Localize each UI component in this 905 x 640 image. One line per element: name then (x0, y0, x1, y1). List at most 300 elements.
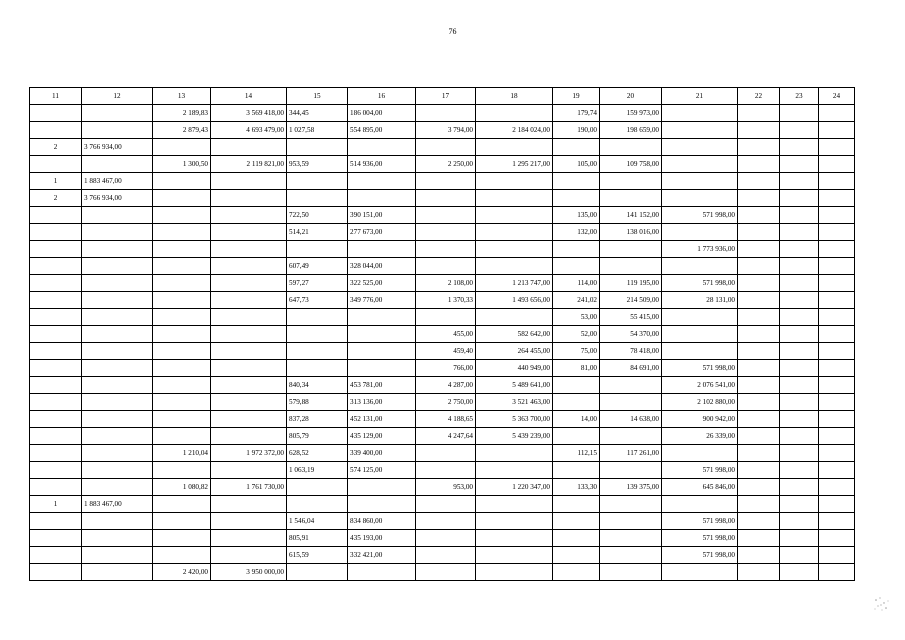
table-cell (30, 258, 82, 275)
scan-speckle-mark (872, 594, 892, 614)
table-cell: 328 044,00 (348, 258, 416, 275)
table-cell (780, 326, 819, 343)
table-cell (348, 496, 416, 513)
table-cell (819, 462, 855, 479)
table-cell (780, 360, 819, 377)
table-cell: 109 758,00 (600, 156, 662, 173)
table-cell: 1 213 747,00 (476, 275, 553, 292)
table-cell (600, 530, 662, 547)
table-cell (211, 275, 287, 292)
table-cell (738, 275, 780, 292)
table-cell (738, 207, 780, 224)
table-cell (82, 207, 153, 224)
table-header-row (30, 88, 855, 105)
table-cell: 3 766 934,00 (82, 190, 153, 207)
table-cell (662, 156, 738, 173)
table-cell (780, 224, 819, 241)
table-cell (662, 105, 738, 122)
table-cell: 14,00 (553, 411, 600, 428)
table-cell (211, 241, 287, 258)
table-cell (211, 411, 287, 428)
table-cell: 1 027,58 (287, 122, 348, 139)
table-cell (211, 547, 287, 564)
table-cell: 953,59 (287, 156, 348, 173)
table-cell: 4 188,65 (416, 411, 476, 428)
table-cell (600, 377, 662, 394)
table-cell (662, 122, 738, 139)
table-cell (30, 445, 82, 462)
table-row (30, 377, 855, 394)
table-cell (819, 513, 855, 530)
table-cell (153, 326, 211, 343)
table-cell: 766,00 (416, 360, 476, 377)
table-cell (211, 462, 287, 479)
table-cell: 112,15 (553, 445, 600, 462)
table-cell (819, 275, 855, 292)
table-cell (476, 496, 553, 513)
table-cell: 453 781,00 (348, 377, 416, 394)
table-cell: 277 673,00 (348, 224, 416, 241)
table-cell (819, 241, 855, 258)
table-cell (416, 139, 476, 156)
table-cell (153, 462, 211, 479)
table-cell: 1 370,33 (416, 292, 476, 309)
table-cell (819, 377, 855, 394)
table-cell (287, 309, 348, 326)
table-cell: 571 998,00 (662, 275, 738, 292)
table-cell: 214 509,00 (600, 292, 662, 309)
page-number: 76 (448, 27, 457, 36)
table-cell (82, 445, 153, 462)
table-cell (348, 190, 416, 207)
table-cell (819, 360, 855, 377)
table-cell (416, 224, 476, 241)
table-cell: 571 998,00 (662, 530, 738, 547)
table-cell (662, 564, 738, 581)
table-row (30, 309, 855, 326)
table-cell (153, 224, 211, 241)
table-cell (82, 343, 153, 360)
table-cell (30, 343, 82, 360)
table-cell (211, 326, 287, 343)
table-cell (738, 462, 780, 479)
table-cell (82, 377, 153, 394)
table-cell (211, 224, 287, 241)
column-header: 13 (153, 88, 211, 105)
table-cell (287, 190, 348, 207)
table-cell: 805,91 (287, 530, 348, 547)
table-cell (738, 326, 780, 343)
table-cell (82, 122, 153, 139)
table-cell: 114,00 (553, 275, 600, 292)
table-cell (819, 411, 855, 428)
table-cell (416, 496, 476, 513)
table-cell: 628,52 (287, 445, 348, 462)
table-cell: 1 972 372,00 (211, 445, 287, 462)
table-cell: 78 418,00 (600, 343, 662, 360)
column-header: 22 (738, 88, 780, 105)
table-cell (780, 292, 819, 309)
table-cell: 26 339,00 (662, 428, 738, 445)
column-header: 18 (476, 88, 553, 105)
table-cell (780, 241, 819, 258)
table-cell (662, 190, 738, 207)
table-cell (553, 513, 600, 530)
table-cell (819, 445, 855, 462)
table-cell (82, 547, 153, 564)
table-cell (82, 224, 153, 241)
table-cell (600, 513, 662, 530)
table-cell (662, 343, 738, 360)
table-cell: 571 998,00 (662, 513, 738, 530)
table-cell (780, 207, 819, 224)
table-cell (738, 343, 780, 360)
table-cell (82, 564, 153, 581)
table-cell (153, 394, 211, 411)
table-cell (780, 309, 819, 326)
table-cell (82, 105, 153, 122)
table-cell: 344,45 (287, 105, 348, 122)
table-cell (662, 258, 738, 275)
table-cell (30, 394, 82, 411)
table-cell (780, 411, 819, 428)
table-cell (662, 224, 738, 241)
table-cell (780, 258, 819, 275)
table-cell (780, 445, 819, 462)
table-cell (30, 292, 82, 309)
table-cell: 241,02 (553, 292, 600, 309)
table-cell (780, 105, 819, 122)
table-cell: 440 949,00 (476, 360, 553, 377)
table-cell (819, 156, 855, 173)
table-cell: 3 950 000,00 (211, 564, 287, 581)
table-cell (153, 258, 211, 275)
table-cell (30, 105, 82, 122)
table-cell (553, 496, 600, 513)
table-cell (662, 173, 738, 190)
table-cell (600, 139, 662, 156)
table-cell: 105,00 (553, 156, 600, 173)
table-cell (738, 360, 780, 377)
table-cell: 1 (30, 496, 82, 513)
table-cell (30, 207, 82, 224)
table-row (30, 190, 855, 207)
table-cell: 81,00 (553, 360, 600, 377)
table-cell (416, 547, 476, 564)
table-cell (416, 564, 476, 581)
table-cell (30, 411, 82, 428)
table-cell (600, 496, 662, 513)
table-cell: 615,59 (287, 547, 348, 564)
table-cell: 2 076 541,00 (662, 377, 738, 394)
table-cell (780, 513, 819, 530)
table-cell (287, 343, 348, 360)
table-cell (416, 207, 476, 224)
table-row (30, 156, 855, 173)
table-cell: 117 261,00 (600, 445, 662, 462)
table-cell (211, 530, 287, 547)
table-cell (287, 139, 348, 156)
table-cell (553, 241, 600, 258)
table-cell (819, 190, 855, 207)
table-cell (153, 530, 211, 547)
table-cell: 75,00 (553, 343, 600, 360)
table-cell (287, 326, 348, 343)
table-cell: 647,73 (287, 292, 348, 309)
table-cell: 452 131,00 (348, 411, 416, 428)
table-cell (780, 462, 819, 479)
table-cell (287, 479, 348, 496)
table-cell: 139 375,00 (600, 479, 662, 496)
table-cell (416, 190, 476, 207)
table-row (30, 292, 855, 309)
table-cell (211, 258, 287, 275)
table-cell: 138 016,00 (600, 224, 662, 241)
table-cell: 1 063,19 (287, 462, 348, 479)
table-cell (780, 564, 819, 581)
table-cell (30, 547, 82, 564)
table-cell (153, 207, 211, 224)
table-cell: 1 493 656,00 (476, 292, 553, 309)
table-cell (153, 173, 211, 190)
table-cell (416, 258, 476, 275)
table-cell: 84 691,00 (600, 360, 662, 377)
table-cell (211, 343, 287, 360)
table-cell (416, 445, 476, 462)
table-cell (82, 394, 153, 411)
table-cell: 1 546,04 (287, 513, 348, 530)
table-row (30, 326, 855, 343)
table-cell (153, 241, 211, 258)
table-cell (738, 547, 780, 564)
table-cell (348, 241, 416, 258)
table-row (30, 173, 855, 190)
table-cell (476, 462, 553, 479)
table-cell (153, 428, 211, 445)
table-cell (476, 445, 553, 462)
table-cell (600, 428, 662, 445)
table-cell: 834 860,00 (348, 513, 416, 530)
table-cell (476, 309, 553, 326)
table-cell (476, 513, 553, 530)
table-cell (553, 190, 600, 207)
table-cell: 14 638,00 (600, 411, 662, 428)
table-cell: 55 415,00 (600, 309, 662, 326)
table-row (30, 207, 855, 224)
table-cell: 339 400,00 (348, 445, 416, 462)
table-cell (30, 326, 82, 343)
column-header: 15 (287, 88, 348, 105)
table-cell (780, 394, 819, 411)
table-cell: 2 879,43 (153, 122, 211, 139)
table-cell (82, 428, 153, 445)
table-cell (780, 530, 819, 547)
table-row (30, 105, 855, 122)
table-cell: 186 004,00 (348, 105, 416, 122)
table-cell (780, 275, 819, 292)
table-cell: 322 525,00 (348, 275, 416, 292)
table-cell (153, 139, 211, 156)
table-cell (416, 530, 476, 547)
table-cell (30, 122, 82, 139)
table-cell (819, 326, 855, 343)
table-cell: 159 973,00 (600, 105, 662, 122)
table-cell (819, 258, 855, 275)
table-cell: 198 659,00 (600, 122, 662, 139)
table-cell: 1 883 467,00 (82, 496, 153, 513)
table-cell: 3 521 463,00 (476, 394, 553, 411)
table-cell (211, 173, 287, 190)
table-cell (819, 394, 855, 411)
table-cell (348, 326, 416, 343)
table-cell: 900 942,00 (662, 411, 738, 428)
table-cell (780, 343, 819, 360)
table-cell (738, 530, 780, 547)
column-header: 19 (553, 88, 600, 105)
table-cell: 53,00 (553, 309, 600, 326)
table-cell (553, 394, 600, 411)
table-cell (82, 326, 153, 343)
table-cell (738, 377, 780, 394)
table-cell: 2 420,00 (153, 564, 211, 581)
table-cell (211, 309, 287, 326)
table-cell: 1 300,50 (153, 156, 211, 173)
table-cell: 3 794,00 (416, 122, 476, 139)
table-cell (738, 496, 780, 513)
table-cell (30, 377, 82, 394)
table-cell (738, 445, 780, 462)
table-cell (153, 292, 211, 309)
table-cell (30, 479, 82, 496)
table-cell (819, 139, 855, 156)
table-cell (82, 156, 153, 173)
table-cell (738, 394, 780, 411)
table-cell (819, 564, 855, 581)
table-cell (348, 343, 416, 360)
table-cell: 1 220 347,00 (476, 479, 553, 496)
column-header: 11 (30, 88, 82, 105)
table-cell (476, 207, 553, 224)
table-cell (662, 326, 738, 343)
table-row (30, 394, 855, 411)
table-cell (600, 394, 662, 411)
table-cell: 571 998,00 (662, 462, 738, 479)
table-cell (600, 190, 662, 207)
table-cell (600, 258, 662, 275)
table-cell (153, 343, 211, 360)
table-cell: 4 247,64 (416, 428, 476, 445)
table-cell (30, 530, 82, 547)
table-cell (780, 428, 819, 445)
table-cell (416, 309, 476, 326)
table-cell: 3 766 934,00 (82, 139, 153, 156)
table-cell: 332 421,00 (348, 547, 416, 564)
table-cell (82, 309, 153, 326)
table-cell: 1 883 467,00 (82, 173, 153, 190)
table-cell (82, 258, 153, 275)
table-cell (416, 513, 476, 530)
table-cell: 571 998,00 (662, 360, 738, 377)
column-header: 20 (600, 88, 662, 105)
table-cell (738, 258, 780, 275)
table-cell (476, 547, 553, 564)
table-cell (662, 445, 738, 462)
table-cell (211, 513, 287, 530)
table-row (30, 547, 855, 564)
table-cell (600, 462, 662, 479)
table-cell (553, 173, 600, 190)
table-cell: 1 295 217,00 (476, 156, 553, 173)
table-cell (211, 292, 287, 309)
table-cell (738, 564, 780, 581)
table-cell (819, 224, 855, 241)
table-cell (287, 360, 348, 377)
table-cell: 645 846,00 (662, 479, 738, 496)
table-cell: 2 108,00 (416, 275, 476, 292)
table-row (30, 428, 855, 445)
table-cell: 313 136,00 (348, 394, 416, 411)
table-cell (153, 513, 211, 530)
table-cell (82, 292, 153, 309)
table-cell: 597,27 (287, 275, 348, 292)
table-cell (211, 428, 287, 445)
table-cell (153, 309, 211, 326)
table-cell (30, 309, 82, 326)
table-cell (553, 462, 600, 479)
table-row (30, 496, 855, 513)
table-row (30, 139, 855, 156)
table-cell: 1 773 936,00 (662, 241, 738, 258)
table-cell (600, 564, 662, 581)
column-header: 17 (416, 88, 476, 105)
table-cell: 1 761 730,00 (211, 479, 287, 496)
table-cell (819, 207, 855, 224)
table-cell: 132,00 (553, 224, 600, 241)
table-cell (30, 513, 82, 530)
table-cell: 4 287,00 (416, 377, 476, 394)
table-cell: 571 998,00 (662, 547, 738, 564)
table-cell: 1 (30, 173, 82, 190)
table-cell (738, 173, 780, 190)
table-cell (738, 479, 780, 496)
table-cell: 52,00 (553, 326, 600, 343)
table-cell (476, 173, 553, 190)
table-cell (553, 428, 600, 445)
table-cell (553, 564, 600, 581)
table-cell: 5 439 239,00 (476, 428, 553, 445)
table-cell (348, 479, 416, 496)
table-cell: 2 119 821,00 (211, 156, 287, 173)
column-header: 14 (211, 88, 287, 105)
table-cell: 5 363 700,00 (476, 411, 553, 428)
table-cell (819, 292, 855, 309)
table-cell: 3 569 418,00 (211, 105, 287, 122)
table-cell (30, 275, 82, 292)
table-cell (476, 105, 553, 122)
table-cell (153, 496, 211, 513)
table-cell (553, 258, 600, 275)
table-row (30, 564, 855, 581)
table-cell (476, 530, 553, 547)
table-cell (819, 309, 855, 326)
table-cell (819, 428, 855, 445)
table-row (30, 343, 855, 360)
table-cell: 459,40 (416, 343, 476, 360)
table-cell (30, 241, 82, 258)
table-cell (780, 122, 819, 139)
table-cell: 571 998,00 (662, 207, 738, 224)
table-cell (348, 139, 416, 156)
